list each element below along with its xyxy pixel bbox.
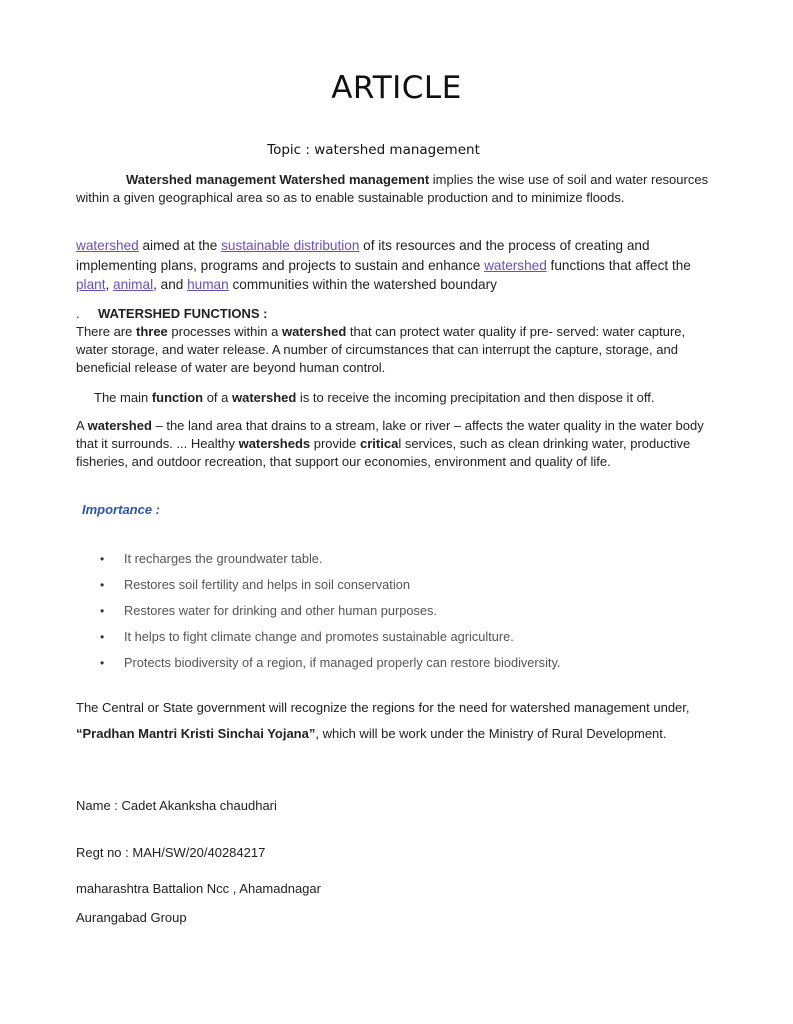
sustainable-distribution-link[interactable]: sustainable distribution — [221, 238, 360, 253]
list-item-text: It helps to fight climate change and promotes sustainable agriculture. — [124, 629, 514, 644]
functions-paragraph — [76, 323, 716, 377]
bullet-icon: • — [100, 552, 105, 566]
heading-dot: . — [76, 306, 80, 321]
water-quality-paragraph — [76, 417, 716, 471]
bold-term: watershed — [232, 390, 297, 405]
bullet-icon: • — [100, 656, 105, 670]
article-title: ARTICLE — [331, 70, 462, 106]
paragraph-text: of a — [203, 390, 232, 405]
bold-term: watershed — [281, 324, 347, 339]
list-item-text: Restores soil fertility and helps in soil conservation — [124, 577, 410, 592]
animal-link[interactable]: animal — [113, 277, 154, 292]
paragraph-text: The Central or State government will recognize the regions for the need for watershed management under, — [76, 700, 690, 715]
author-name: Name : Cadet Akanksha chaudhari — [76, 798, 277, 813]
paragraph-text: , — [105, 277, 114, 292]
paragraph-text: provide — [310, 436, 360, 451]
bold-term: watersheds — [238, 436, 311, 451]
intro-text: implies the wise use of soil and water resources within a given geographical area so as to enable sustainable production and to minimize floods. — [76, 172, 709, 205]
bold-term: three — [135, 324, 168, 339]
paragraph-text: communities within the watershed boundary — [228, 277, 497, 292]
paragraph-text: is to receive the incoming precipitation and then dispose it off. — [296, 390, 655, 405]
list-item — [100, 624, 740, 650]
paragraph-text: aimed at the — [138, 238, 222, 253]
list-item — [100, 598, 740, 624]
list-item — [100, 572, 740, 598]
paragraph-text: , and — [153, 277, 188, 292]
paragraph-text: A — [76, 418, 88, 433]
paragraph-text: – the land area that drains to a stream, lake or river – affects the water quality in the water body that it surrounds. ... Healthy — [76, 418, 704, 451]
intro-bold-text: Watershed management Watershed management — [126, 172, 430, 187]
functions-heading — [76, 305, 716, 323]
human-link[interactable]: human — [187, 277, 229, 292]
linked-paragraph — [76, 236, 716, 295]
bullet-icon: • — [100, 578, 105, 592]
paragraph-text: There are — [76, 324, 136, 339]
main-function-paragraph — [94, 389, 734, 407]
heading-text: WATERSHED FUNCTIONS : — [98, 306, 268, 321]
importance-list — [100, 546, 740, 676]
paragraph-text: that can protect water quality if pre- served: water capture, water storage, and water release. A number of circumstances that can interrupt the capture, storage, and beneficial release of water are beyond human control. — [76, 324, 686, 375]
watershed-link[interactable]: watershed — [76, 238, 139, 253]
article-topic: Topic : watershed management — [267, 142, 480, 158]
list-item-text: Restores water for drinking and other human purposes. — [124, 603, 437, 618]
paragraph-text: processes within a — [167, 324, 282, 339]
bold-term: watershed — [87, 418, 152, 433]
plant-link[interactable]: plant — [76, 277, 106, 292]
bullet-icon: • — [100, 630, 105, 644]
importance-heading: Importance : — [82, 502, 161, 517]
watershed-link[interactable]: watershed — [484, 257, 547, 273]
list-item — [100, 546, 740, 572]
bold-term: critica — [360, 436, 399, 451]
government-paragraph — [76, 695, 716, 747]
paragraph-text: of its resources and the process of creating and implementing plans, programs and projects to sustain and enhance — [76, 238, 650, 273]
bullet-icon: • — [100, 604, 105, 618]
battalion-line: maharashtra Battalion Ncc , Ahamadnagar — [76, 881, 321, 896]
scheme-name: “Pradhan Mantri Kristi Sinchai Yojana” — [76, 726, 316, 741]
intro-paragraph — [76, 171, 716, 207]
bold-term: function — [151, 390, 204, 405]
regt-number: Regt no : MAH/SW/20/40284217 — [76, 845, 266, 860]
list-item — [100, 650, 740, 676]
paragraph-text: functions that affect the — [546, 257, 691, 273]
paragraph-text: The main — [94, 390, 152, 405]
group-line: Aurangabad Group — [76, 910, 187, 925]
paragraph-text: l services, such as clean drinking water, productive fisheries, and outdoor recreation, that support our economies, environment and quality of life. — [76, 436, 691, 469]
list-item-text: It recharges the groundwater table. — [124, 551, 323, 566]
paragraph-text: , which will be work under the Ministry of Rural Development. — [315, 726, 667, 741]
list-item-text: Protects biodiversity of a region, if managed properly can restore biodiversity. — [124, 655, 561, 670]
